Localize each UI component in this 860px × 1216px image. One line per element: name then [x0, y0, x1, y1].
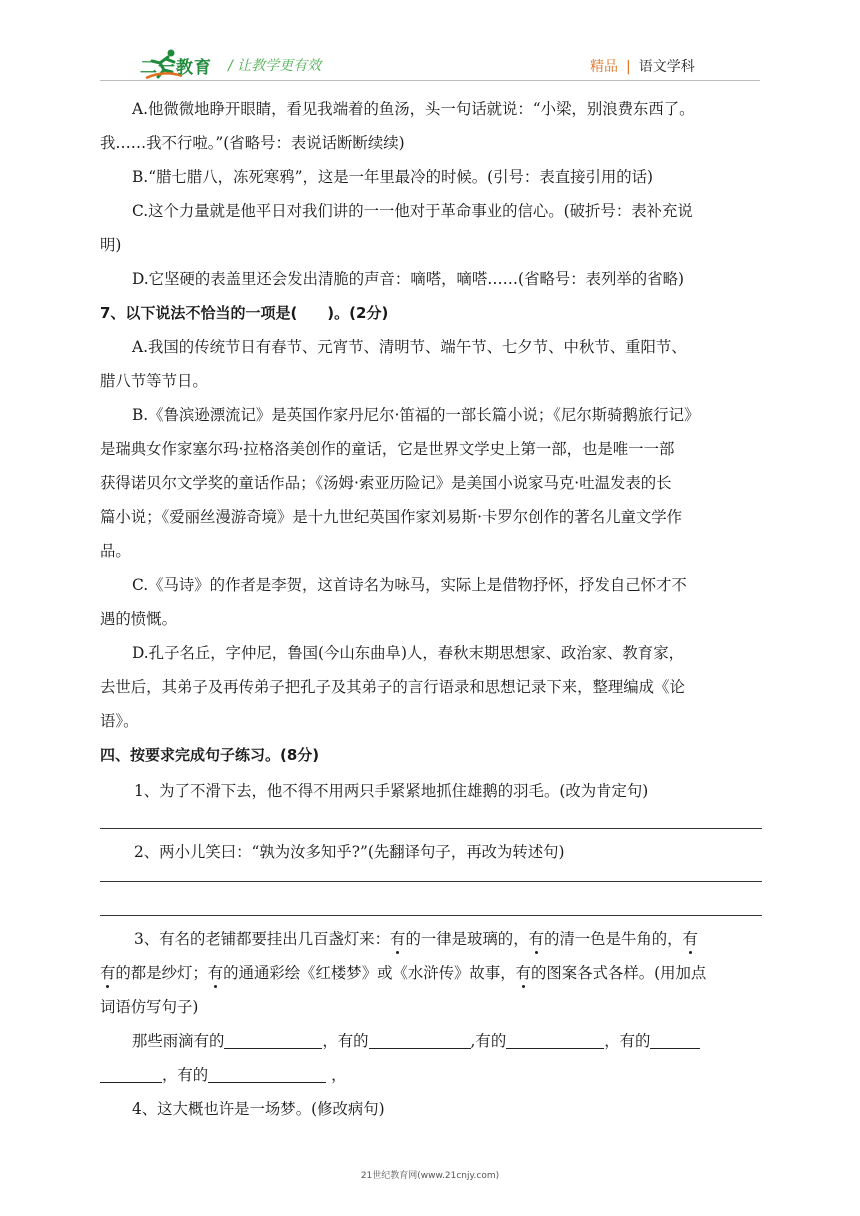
- q6-option-c-cont: 明): [100, 236, 122, 254]
- q6-option-b: B.“腊七腊八，冻死寒鸦”，这是一年里最冷的时候。(引号：表直接引用的话): [132, 168, 654, 186]
- s3-text-c: 的清一色是牛角的，: [544, 930, 683, 948]
- page-footer: 21世纪教育网(www.21cnjy.com): [360, 1171, 500, 1181]
- fill-text-3: ,有的: [470, 1032, 507, 1050]
- header-divider: [100, 80, 760, 81]
- fill-in-row-2: [100, 1058, 762, 1092]
- sentence-2-prompt: 2、两小儿笑曰：“孰为汝多知乎?”(先翻译句子，再改为转述句): [134, 843, 565, 861]
- dotted-word: 有: [100, 964, 116, 982]
- header-subject: [590, 56, 695, 76]
- fill-text-2: ，有的: [322, 1032, 369, 1050]
- q7-option-a-cont: 腊八节等节日。: [100, 372, 208, 390]
- sentence-4-prompt: 4、这大概也许是一场梦。(修改病句): [132, 1100, 385, 1118]
- blank-2[interactable]: [369, 1028, 471, 1049]
- s3-text-b: 的一律是玻璃的，: [405, 930, 529, 948]
- q7-option-d-cont-1: 去世后，其弟子及再传弟子把孔子及其弟子的言行语录和思想记录下来，整理编成《论: [100, 678, 685, 696]
- q6-option-d: D.它坚硬的表盖里还会发出清脆的声音：嘀嗒，嘀嗒……(省略号：表列举的省略): [132, 270, 684, 288]
- blank-4[interactable]: [650, 1028, 700, 1049]
- quality-label: 精品: [590, 59, 618, 75]
- dotted-word: 有: [682, 930, 698, 948]
- fill-in-row-1: [100, 1024, 762, 1058]
- subject-label: 语文学科: [638, 59, 695, 75]
- sentence-3-prompt-end: 词语仿写句子): [100, 998, 199, 1016]
- brand-name: 二一教育: [140, 58, 212, 78]
- q7-option-a: A.我国的传统节日有春节、元宵节、清明节、端午节、七夕节、中秋节、重阳节、: [132, 338, 687, 356]
- dotted-word: 有: [528, 930, 544, 948]
- blank-4-cont[interactable]: [100, 1062, 162, 1083]
- header-separator: |: [626, 59, 631, 75]
- fill-text-6: ，: [326, 1066, 347, 1084]
- dotted-word: 有: [207, 964, 224, 982]
- brand-slogan: / 让教学更有效: [228, 58, 322, 74]
- q7-option-d: D.孔子名丘，字仲尼，鲁国(今山东曲阜)人，春秋末期思想家、政治家、教育家，: [132, 644, 684, 662]
- q7-option-b-cont-1: 是瑞典女作家塞尔玛·拉格洛美创作的童话，它是世界文学史上第一部，也是唯一一部: [100, 440, 675, 458]
- s3-text-d: 的都是纱灯；: [115, 964, 208, 982]
- s3-text-a: 3、有名的老铺都要挂出几百盏灯来：: [134, 930, 391, 948]
- s3-text-e: 的通通彩绘《红楼梦》或《水浒传》故事，: [223, 964, 516, 982]
- q7-option-b-cont-3: 篇小说；《爱丽丝漫游奇境》是十九世纪英国作家刘易斯·卡罗尔创作的著名儿童文学作: [100, 508, 683, 526]
- q7-option-c-cont: 遇的愤慨。: [100, 610, 177, 628]
- q7-option-b-cont-2: 获得诺贝尔文学奖的童话作品；《汤姆·索亚历险记》是美国小说家马克·吐温发表的长: [100, 474, 672, 492]
- document-body: [100, 92, 762, 1126]
- q6-option-a-cont: 我……我不行啦。”(省略号：表说话断断续续): [100, 134, 405, 152]
- q6-option-c: C.这个力量就是他平日对我们讲的一一他对于革命事业的信心。(破折号：表补充说: [132, 202, 693, 220]
- sentence-1-prompt: 1、为了不滑下去，他不得不用两只手紧紧地抓住雄鹅的羽毛。(改为肯定句): [134, 782, 649, 800]
- blank-1[interactable]: [224, 1028, 322, 1049]
- blank-3[interactable]: [506, 1028, 604, 1049]
- q7-option-b-cont-4: 品。: [100, 542, 131, 560]
- blank-5[interactable]: [208, 1062, 326, 1083]
- q7-option-b: B.《鲁滨逊漂流记》是英国作家丹尼尔·笛福的一部长篇小说；《尼尔斯骑鹅旅行记》: [132, 406, 700, 424]
- page-header: [0, 0, 860, 90]
- fill-text-1: 那些雨滴有的: [132, 1032, 225, 1050]
- fill-text-4: ，有的: [604, 1032, 651, 1050]
- q7-option-c: C.《马诗》的作者是李贺，这首诗名为咏马，实际上是借物抒怀，抒发自己怀才不: [132, 576, 687, 594]
- dotted-word: 有: [515, 964, 532, 982]
- section-4-title: 四、按要求完成句子练习。(8分): [100, 746, 320, 764]
- q7-option-d-cont-2: 语》。: [100, 712, 139, 730]
- q6-option-a: A.他微微地睁开眼睛，看见我端着的鱼汤，头一句话就说：“小梁，别浪费东西了。: [132, 100, 695, 118]
- sentence-3-prompt-cont: [100, 956, 762, 990]
- dotted-word: 有: [390, 930, 406, 948]
- fill-text-5: ，有的: [162, 1066, 209, 1084]
- sentence-3-prompt: [100, 922, 762, 956]
- s3-text-f: 的图案各式各样。(用加点: [531, 964, 707, 982]
- q7-title: 7、以下说法不恰当的一项是( )。(2分): [100, 304, 389, 322]
